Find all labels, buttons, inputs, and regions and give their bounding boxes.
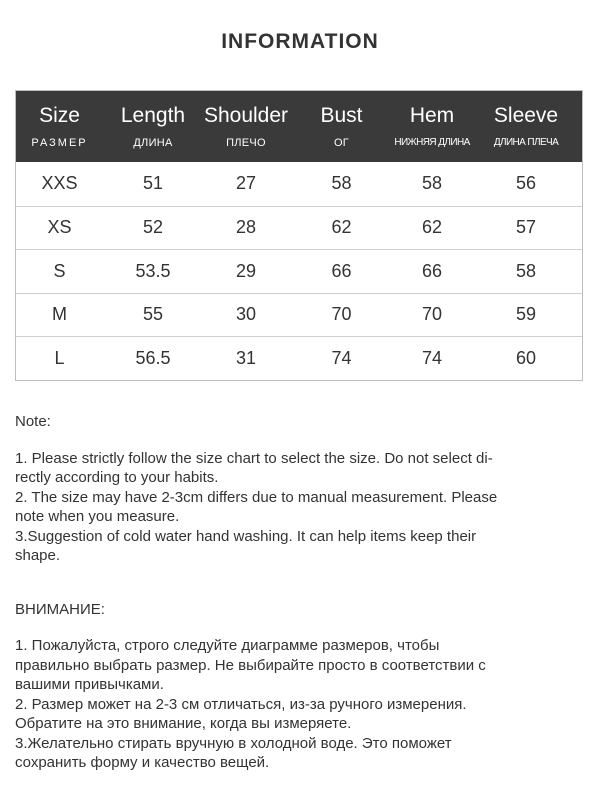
table-header [16, 91, 582, 162]
cell-shoulder: 28 [235, 217, 257, 238]
note-line: 1. Пожалуйста, строго следуйте диаграмме размеров, чтобы [15, 637, 440, 654]
cell-shoulder: 29 [235, 260, 257, 281]
cell-hem: 74 [421, 347, 443, 368]
header-hem [394, 91, 470, 162]
note-line: rectly according to your habits. [15, 469, 219, 486]
cell-sleeve: 59 [515, 304, 537, 325]
cell-size: XS [47, 217, 72, 238]
header-label-en: Size [39, 103, 80, 127]
header-label-en: Shoulder [203, 103, 289, 127]
cell-shoulder: 30 [235, 304, 257, 325]
note-line: 2. The size may have 2-3cm differs due to manual measurement. Please [15, 488, 498, 506]
section-spacer [15, 566, 585, 600]
cell-length: 56.5 [135, 347, 171, 368]
cell-size: S [53, 260, 66, 281]
note-line: Обратите на это внимание, когда вы измеряете. [15, 715, 352, 732]
table-row [16, 206, 582, 250]
cell-length: 53.5 [135, 260, 171, 281]
table-row [16, 336, 582, 380]
header-size [16, 91, 103, 162]
header-label-en: Hem [409, 103, 455, 127]
header-label-ru: НИЖНЯЯ ДЛИНА [394, 136, 470, 148]
cell-hem: 66 [421, 260, 443, 281]
cell-size: XXS [41, 173, 78, 194]
cell-sleeve: 56 [515, 173, 537, 194]
note-line: shape. [15, 547, 61, 564]
cell-length: 52 [142, 217, 164, 238]
notes-section [15, 412, 585, 773]
table-row [16, 162, 582, 206]
header-label-ru: РАЗМЕР [31, 136, 88, 149]
cell-size: L [54, 347, 65, 368]
header-length [103, 91, 203, 162]
header-label-en: Sleeve [493, 103, 559, 127]
note-line: note when you measure. [15, 508, 180, 525]
note-line: 2. Размер может на 2-3 см отличаться, из-за ручного измерения. [15, 695, 467, 713]
table-row [16, 293, 582, 337]
cell-length: 51 [142, 173, 164, 194]
cell-hem: 62 [421, 217, 443, 238]
note-line: вашими привычками. [15, 676, 164, 693]
cell-length: 55 [142, 304, 164, 325]
header-label-ru: ДЛИНА ПЛЕЧА [493, 136, 559, 148]
cell-bust: 66 [331, 260, 352, 281]
cell-shoulder: 27 [235, 173, 257, 194]
cell-hem: 58 [421, 173, 443, 194]
header-label-ru: ДЛИНА [133, 136, 173, 149]
note-line: 3.Suggestion of cold water hand washing. It can help items keep their [15, 527, 477, 545]
cell-sleeve: 57 [515, 217, 537, 238]
size-chart-table [15, 90, 583, 381]
header-label-ru: ОГ [333, 136, 350, 149]
header-sleeve [470, 91, 582, 162]
header-shoulder [203, 91, 289, 162]
cell-bust: 74 [331, 347, 352, 368]
note-line: 3.Желательно стирать вручную в холодной воде. Это поможет [15, 734, 452, 752]
note-line: правильно выбрать размер. Не выбирайте просто в соответствии с [15, 656, 486, 674]
cell-bust: 58 [331, 173, 352, 194]
cell-bust: 70 [331, 304, 352, 325]
header-label-en: Length [120, 103, 186, 127]
table-row [16, 249, 582, 293]
table-body [16, 162, 582, 380]
notes-heading-ru: ВНИМАНИЕ: [15, 600, 105, 618]
note-line: 1. Please strictly follow the size chart to select the size. Do not select di- [15, 449, 493, 467]
header-bust [289, 91, 394, 162]
cell-shoulder: 31 [235, 347, 257, 368]
note-line: сохранить форму и качество вещей. [15, 754, 270, 771]
cell-hem: 70 [421, 304, 443, 325]
cell-bust: 62 [331, 217, 352, 238]
page-title: INFORMATION [221, 30, 379, 53]
header-label-en: Bust [320, 103, 363, 127]
cell-size: M [52, 304, 67, 325]
cell-sleeve: 60 [515, 347, 537, 368]
cell-sleeve: 58 [515, 260, 537, 281]
header-label-ru: ПЛЕЧО [226, 136, 266, 149]
notes-heading-en: Note: [15, 413, 51, 430]
